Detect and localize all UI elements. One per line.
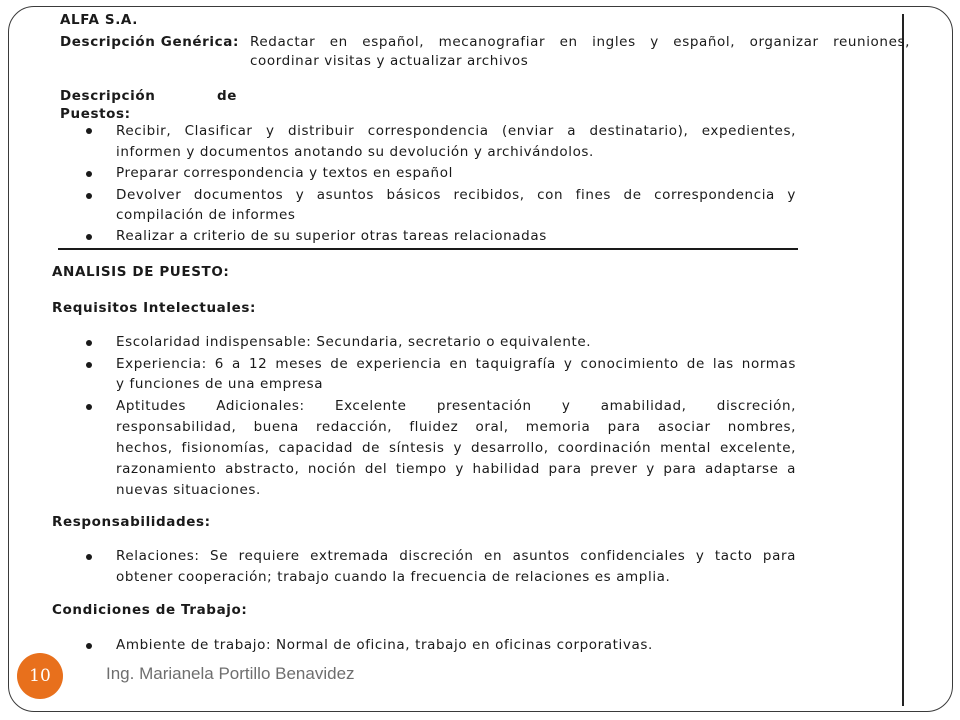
condition-item-1: Ambiente de trabajo: Normal de oficina, trabajo en oficinas corporativas. <box>116 637 653 653</box>
bullet-icon <box>86 128 92 134</box>
generic-description-label: Descripción Genérica: <box>60 34 239 50</box>
responsibility-item-1-line-2: obtener cooperación; trabajo cuando la frecuencia de relaciones es amplia. <box>116 569 671 585</box>
conditions-title: Condiciones de Trabajo: <box>52 602 248 618</box>
generic-description-line-2: coordinar visitas y actualizar archivos <box>250 53 529 69</box>
intellectual-requirements-title: Requisitos Intelectuales: <box>52 300 256 316</box>
generic-description-line-1: Redactar en español, mecanografiar en ingles y español, organizar reuniones, <box>250 34 910 50</box>
position-item-1-line-1: Recibir, Clasificar y distribuir correspondencia (enviar a destinatario), expedientes, <box>116 123 796 139</box>
position-item-3-line-1: Devolver documentos y asuntos básicos recibidos, con fines de correspondencia y <box>116 187 796 203</box>
positions-label-word-1: Descripción <box>60 88 156 104</box>
company-name: ALFA S.A. <box>60 12 138 28</box>
bullet-icon <box>86 362 92 368</box>
intellectual-item-2-line-2: y funciones de una empresa <box>116 376 324 392</box>
bullet-icon <box>86 171 92 177</box>
footer-author: Ing. Marianela Portillo Benavidez <box>106 664 355 683</box>
position-item-3-line-2: compilación de informes <box>116 207 296 223</box>
intellectual-item-1: Escolaridad indispensable: Secundaria, secretario o equivalente. <box>116 334 592 350</box>
intellectual-item-3-line-3: hechos, fisionomías, capacidad de síntesis y desarrollo, coordinación mental excelente, <box>116 440 796 456</box>
responsibilities-title: Responsabilidades: <box>52 514 211 530</box>
intellectual-item-3-line-5: nuevas situaciones. <box>116 482 261 498</box>
slide-number-badge: 10 <box>17 653 63 699</box>
bullet-icon <box>86 643 92 649</box>
intellectual-item-3-line-2: responsabilidad, buena redacción, fluidez oral, memoria para asociar nombres, <box>116 419 796 435</box>
section-divider <box>58 248 798 250</box>
intellectual-item-3-line-1: Aptitudes Adicionales: Excelente presentación y amabilidad, discreción, <box>116 398 796 414</box>
position-item-1-line-2: informen y documentos anotando su devolución y archivándolos. <box>116 144 594 160</box>
bullet-icon <box>86 340 92 346</box>
analysis-title: ANALISIS DE PUESTO: <box>52 264 230 280</box>
positions-label-word-2: de <box>217 88 238 104</box>
responsibility-item-1-line-1: Relaciones: Se requiere extremada discreción en asuntos confidenciales y tacto para <box>116 548 796 564</box>
position-item-2: Preparar correspondencia y textos en español <box>116 165 453 181</box>
bullet-icon <box>86 554 92 560</box>
bullet-icon <box>86 234 92 240</box>
bullet-icon <box>86 404 92 410</box>
bullet-icon <box>86 193 92 199</box>
intellectual-item-2-line-1: Experiencia: 6 a 12 meses de experiencia en taquigrafía y conocimiento de las normas <box>116 356 796 372</box>
intellectual-item-3-line-4: razonamiento abstracto, noción del tiempo y habilidad para prever y para adaptarse a <box>116 461 796 477</box>
positions-label-line-2: Puestos: <box>60 106 131 122</box>
vertical-divider <box>902 14 904 706</box>
position-item-4: Realizar a criterio de su superior otras tareas relacionadas <box>116 228 547 244</box>
